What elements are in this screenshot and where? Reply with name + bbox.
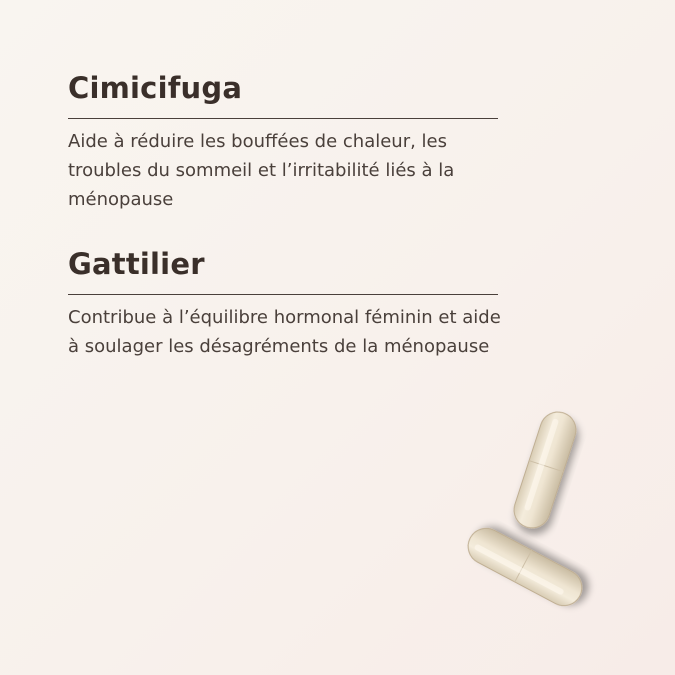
ingredient-description: Aide à réduire les bouffées de chaleur, les troubles du sommeil et l’irritabilité liés à la ménopause xyxy=(68,131,455,210)
divider xyxy=(68,294,498,295)
capsule-icon xyxy=(462,522,588,612)
divider xyxy=(68,118,498,119)
ingredient-cimicifuga xyxy=(68,70,498,214)
ingredient-gattilier xyxy=(68,246,501,361)
ingredient-description: Contribue à l’équilibre hormonal féminin et aide à soulager les désagréments de la ménopause xyxy=(68,307,501,357)
capsules-image xyxy=(440,395,630,625)
ingredient-title: Cimicifuga xyxy=(68,71,243,105)
capsule-icon xyxy=(509,407,580,532)
ingredient-title: Gattilier xyxy=(68,247,205,281)
